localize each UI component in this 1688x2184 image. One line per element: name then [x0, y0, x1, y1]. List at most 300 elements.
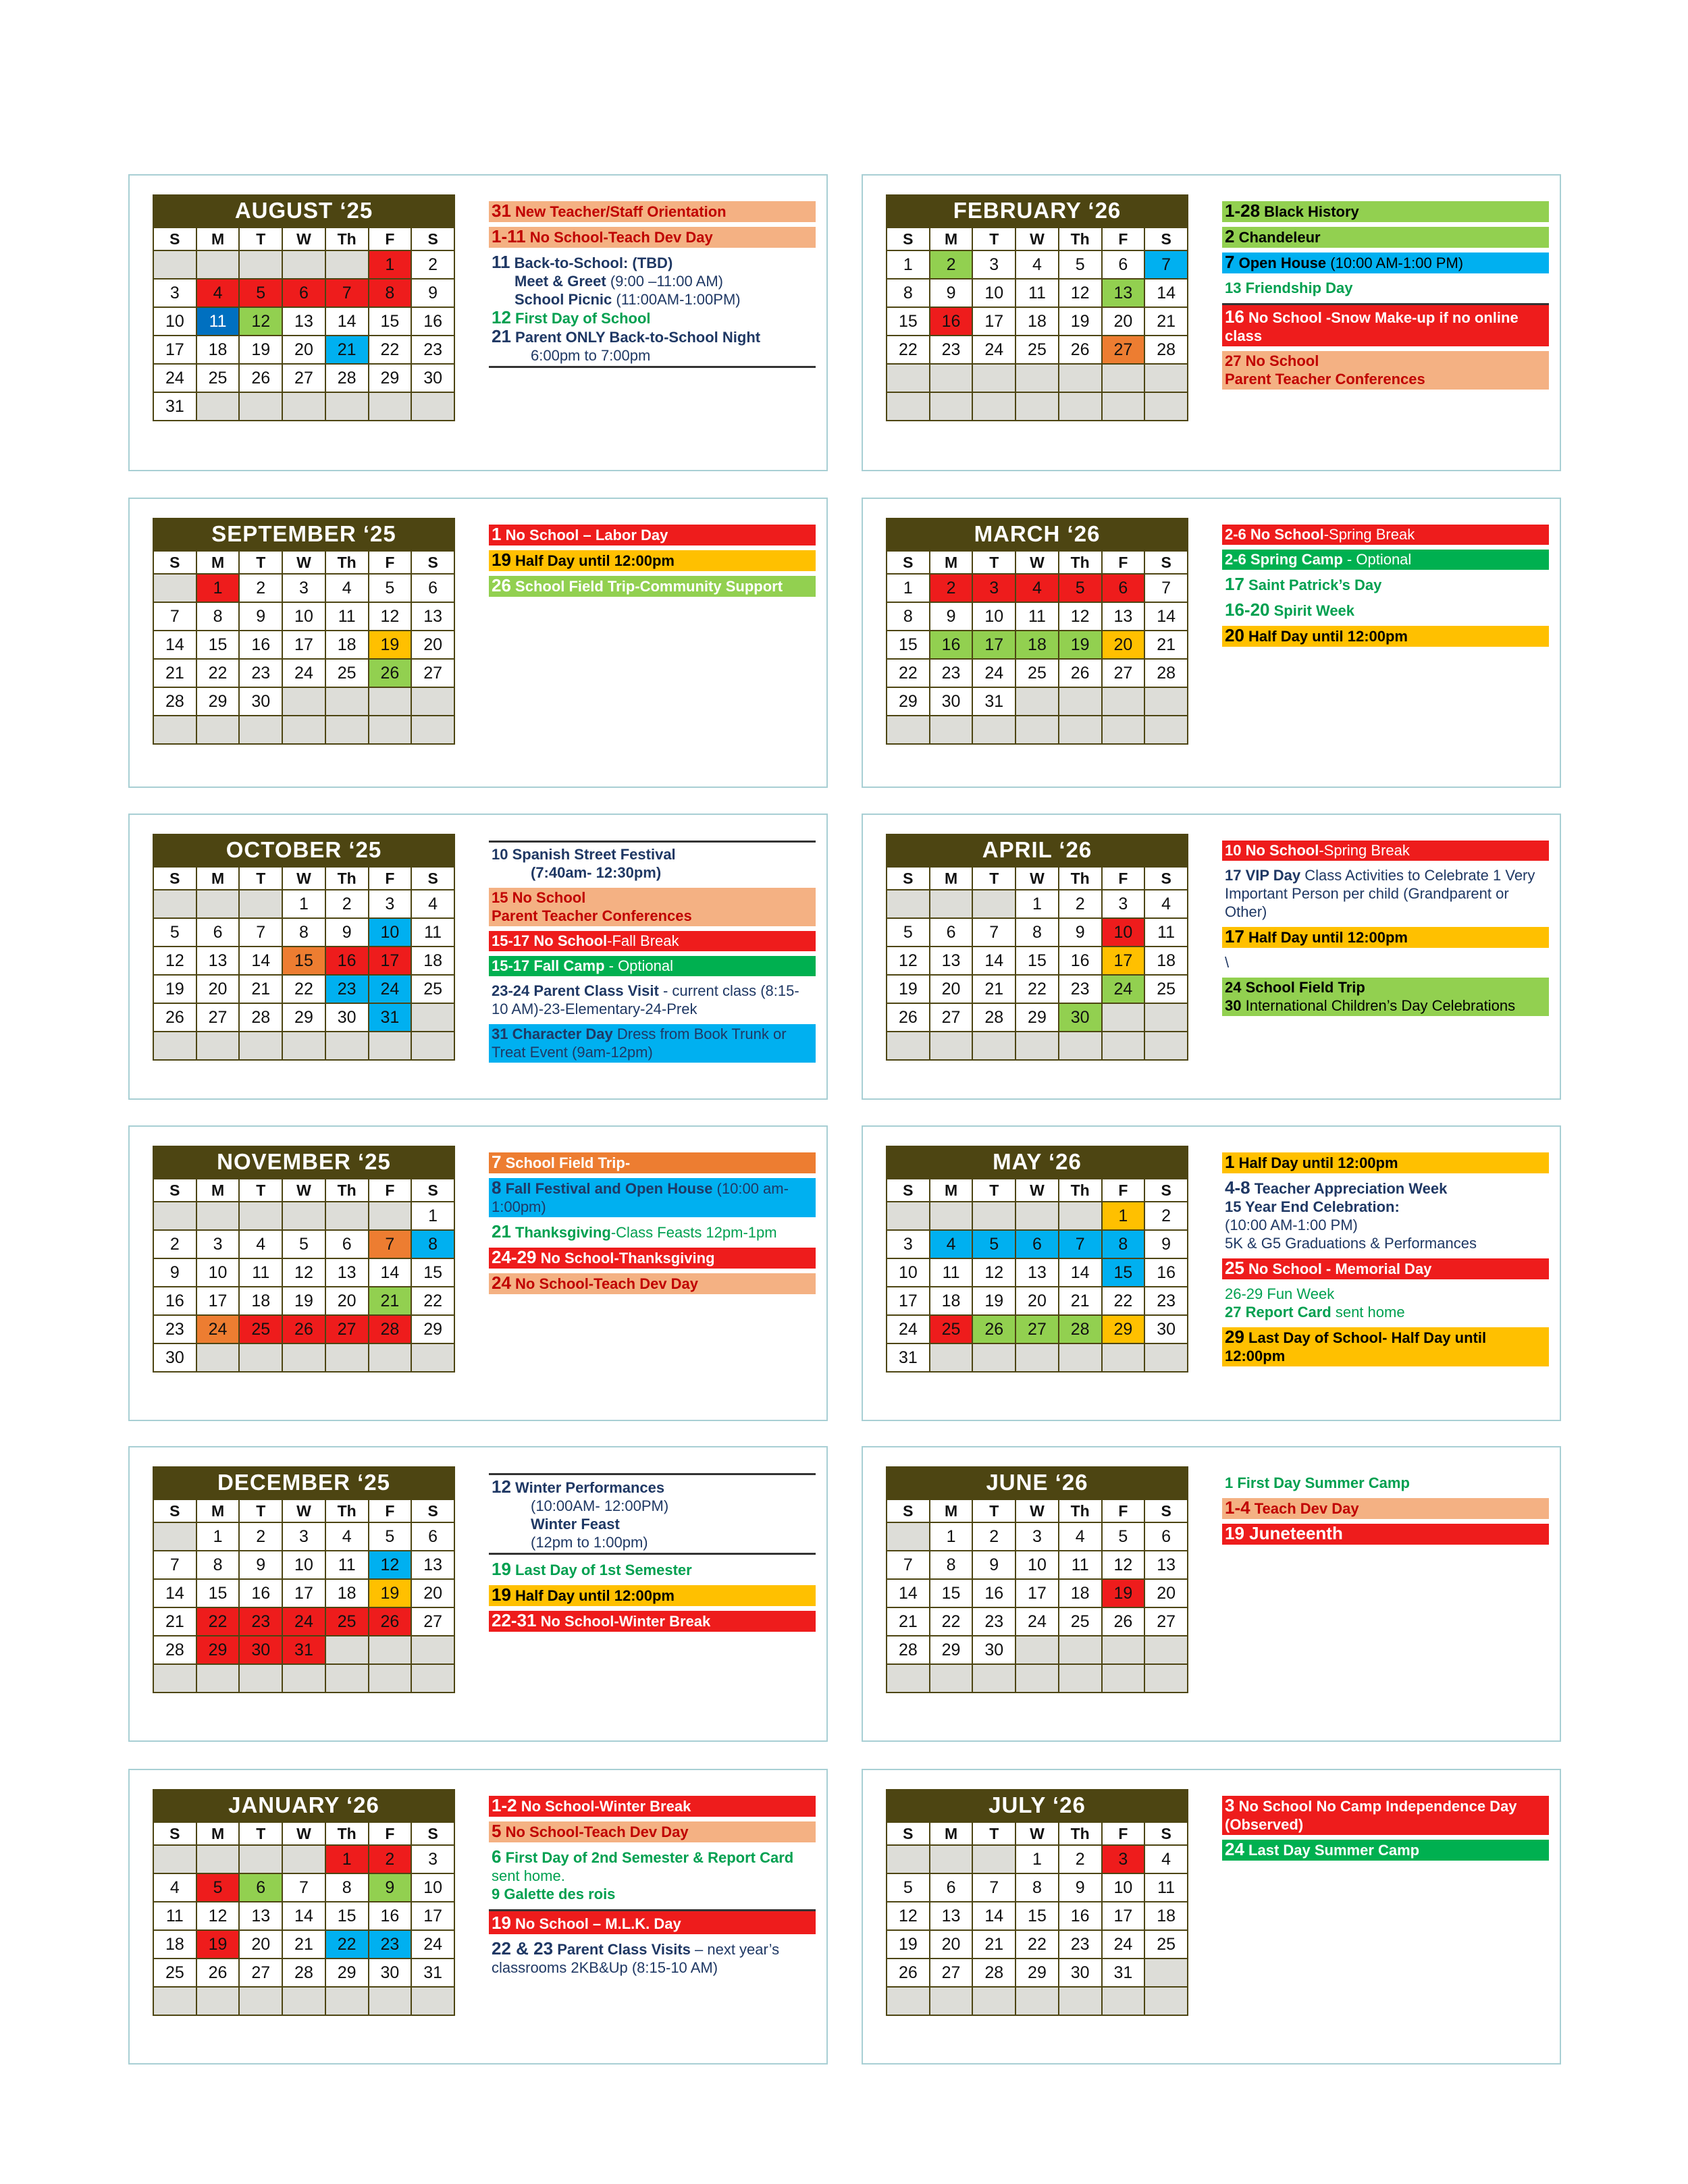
day-cell: 25: [411, 975, 454, 1003]
day-cell: 28: [1059, 1315, 1102, 1343]
weekday-header: Th: [325, 1822, 369, 1845]
weekday-header: S: [153, 228, 196, 250]
empty-cell: [1016, 1343, 1059, 1372]
weekday-header: T: [239, 1499, 282, 1522]
empty-cell: [1144, 716, 1188, 744]
day-cell: 23: [369, 1930, 412, 1959]
day-cell: 24: [1102, 975, 1145, 1003]
day-cell: 16: [325, 947, 369, 975]
day-cell: 2: [325, 890, 369, 918]
month-title: MARCH ‘26: [886, 518, 1188, 550]
day-cell: 4: [1144, 1845, 1188, 1873]
day-cell: 21: [1144, 307, 1188, 336]
empty-cell: [239, 1987, 282, 2015]
day-cell: 19: [1102, 1579, 1145, 1607]
day-cell: 13: [930, 947, 973, 975]
day-cell: 8: [411, 1230, 454, 1258]
empty-cell: [930, 1845, 973, 1873]
event-list: [1222, 1796, 1549, 1865]
day-cell: 19: [1059, 631, 1102, 659]
weekday-header: S: [411, 1822, 454, 1845]
empty-cell: [239, 1343, 282, 1372]
day-cell: 28: [153, 1636, 196, 1664]
day-cell: 16: [153, 1287, 196, 1315]
day-cell: 22: [369, 336, 412, 364]
empty-cell: [239, 1202, 282, 1230]
day-cell: 11: [1144, 918, 1188, 947]
day-cell: 29: [887, 687, 930, 716]
empty-cell: [887, 890, 930, 918]
day-cell: 5: [1059, 574, 1102, 602]
day-cell: 23: [153, 1315, 196, 1343]
day-cell: 16: [239, 1579, 282, 1607]
day-cell: 7: [239, 918, 282, 947]
day-cell: 21: [1144, 631, 1188, 659]
day-cell: 24: [1102, 1930, 1145, 1959]
empty-cell: [1144, 1959, 1188, 1987]
month-calendar: [153, 834, 455, 1061]
month-title: AUGUST ‘25: [153, 194, 455, 227]
day-cell: 19: [887, 975, 930, 1003]
day-cell: 6: [325, 1230, 369, 1258]
day-cell: 21: [239, 975, 282, 1003]
empty-cell: [239, 250, 282, 279]
empty-cell: [411, 1987, 454, 2015]
event-item: 6 First Day of 2nd Semester & Report Card sent home. 9 Galette des rois: [492, 1846, 794, 1902]
day-cell: 12: [887, 947, 930, 975]
day-cell: 22: [1102, 1287, 1145, 1315]
day-cell: 19: [887, 1930, 930, 1959]
day-cell: 1: [887, 250, 930, 279]
empty-cell: [196, 250, 240, 279]
weekday-header: S: [153, 1822, 196, 1845]
day-cell: 12: [972, 1258, 1016, 1287]
day-cell: 26: [887, 1959, 930, 1987]
empty-cell: [1059, 392, 1102, 421]
day-cell: 29: [369, 364, 412, 392]
day-cell: 5: [887, 918, 930, 947]
day-cell: 14: [1059, 1258, 1102, 1287]
day-cell: 12: [369, 1551, 412, 1579]
empty-cell: [153, 1845, 196, 1873]
day-cell: 9: [1144, 1230, 1188, 1258]
empty-cell: [325, 1032, 369, 1060]
day-cell: 19: [239, 336, 282, 364]
weekday-header: F: [1102, 1179, 1145, 1202]
event-item: 19 No School – M.L.K. Day: [489, 1909, 816, 1934]
day-cell: 8: [887, 279, 930, 307]
day-cell: 3: [411, 1845, 454, 1873]
day-cell: 11: [196, 307, 240, 336]
day-cell: 4: [411, 890, 454, 918]
empty-cell: [369, 1987, 412, 2015]
weekday-header: S: [411, 551, 454, 574]
event-item: 19 Last Day of 1st Semester: [492, 1559, 692, 1579]
day-cell: 7: [282, 1873, 325, 1902]
day-cell: 5: [369, 1522, 412, 1551]
month-panel-apr: [862, 814, 1561, 1100]
day-cell: 28: [153, 687, 196, 716]
day-cell: 10: [1016, 1551, 1059, 1579]
event-item: 1 No School – Labor Day: [489, 525, 816, 545]
day-cell: 30: [325, 1003, 369, 1032]
day-cell: 18: [196, 336, 240, 364]
day-cell: 14: [153, 631, 196, 659]
weekday-header: F: [1102, 1822, 1145, 1845]
day-cell: 12: [239, 307, 282, 336]
month-title: MAY ‘26: [886, 1146, 1188, 1178]
weekday-header: M: [930, 551, 973, 574]
empty-cell: [1144, 687, 1188, 716]
day-cell: 7: [1144, 250, 1188, 279]
day-cell: 24: [887, 1315, 930, 1343]
empty-cell: [1016, 687, 1059, 716]
month-panel-dec: [128, 1446, 828, 1742]
day-cell: 13: [325, 1258, 369, 1287]
day-cell: 10: [411, 1873, 454, 1902]
day-cell: 8: [1016, 1873, 1059, 1902]
empty-cell: [887, 716, 930, 744]
month-title: DECEMBER ‘25: [153, 1466, 455, 1499]
month-title: FEBRUARY ‘26: [886, 194, 1188, 227]
empty-cell: [972, 364, 1016, 392]
day-cell: 26: [196, 1959, 240, 1987]
weekday-header: W: [1016, 1822, 1059, 1845]
day-cell: 22: [1016, 1930, 1059, 1959]
event-item: 8 Fall Festival and Open House (10:00 am-1:00pm): [489, 1178, 816, 1217]
day-cell: 4: [196, 279, 240, 307]
day-cell: 29: [325, 1959, 369, 1987]
day-cell: 2: [972, 1522, 1016, 1551]
empty-cell: [887, 1522, 930, 1551]
event-item: 22-31 No School-Winter Break: [489, 1611, 816, 1632]
day-cell: 26: [1059, 336, 1102, 364]
day-cell: 30: [239, 1636, 282, 1664]
day-cell: 19: [196, 1930, 240, 1959]
empty-cell: [1102, 1003, 1145, 1032]
weekday-header: W: [1016, 1499, 1059, 1522]
day-cell: 3: [369, 890, 412, 918]
empty-cell: [1059, 716, 1102, 744]
day-cell: 1: [369, 250, 412, 279]
day-cell: 30: [972, 1636, 1016, 1664]
day-cell: 8: [325, 1873, 369, 1902]
day-cell: 15: [196, 631, 240, 659]
day-cell: 26: [239, 364, 282, 392]
weekday-header: S: [1144, 1822, 1188, 1845]
event-item: 12 Winter Performances (10:00AM- 12:00PM) Winter Feast (12pm to 1:00pm): [489, 1473, 816, 1555]
day-cell: 21: [153, 659, 196, 687]
day-cell: 11: [1144, 1873, 1188, 1902]
weekday-header: F: [369, 1822, 412, 1845]
empty-cell: [930, 1202, 973, 1230]
day-cell: 18: [325, 631, 369, 659]
empty-cell: [1144, 1664, 1188, 1693]
empty-cell: [153, 1032, 196, 1060]
empty-cell: [972, 1032, 1016, 1060]
day-cell: 19: [369, 1579, 412, 1607]
day-cell: 28: [1144, 659, 1188, 687]
event-item: 1-28 Black History: [1222, 201, 1549, 222]
month-calendar: [153, 194, 455, 421]
event-item: 24 Last Day Summer Camp: [1222, 1840, 1549, 1861]
weekday-header: M: [196, 228, 240, 250]
event-item: 1 Half Day until 12:00pm: [1222, 1152, 1549, 1173]
day-cell: 20: [1016, 1287, 1059, 1315]
day-cell: 27: [239, 1959, 282, 1987]
day-cell: 25: [153, 1959, 196, 1987]
event-item: 17 Half Day until 12:00pm: [1222, 927, 1549, 948]
day-cell: 20: [239, 1930, 282, 1959]
day-cell: 15: [411, 1258, 454, 1287]
empty-cell: [239, 1032, 282, 1060]
day-cell: 18: [1059, 1579, 1102, 1607]
day-cell: 20: [196, 975, 240, 1003]
empty-cell: [282, 1202, 325, 1230]
empty-cell: [325, 1987, 369, 2015]
event-item: 15 No School Parent Teacher Conferences: [489, 888, 816, 926]
day-cell: 22: [887, 659, 930, 687]
event-item: 31 New Teacher/Staff Orientation: [489, 201, 816, 222]
day-cell: 26: [153, 1003, 196, 1032]
day-cell: 24: [153, 364, 196, 392]
day-cell: 11: [325, 602, 369, 631]
event-item: 2 Chandeleur: [1222, 227, 1549, 248]
day-cell: 27: [1102, 336, 1145, 364]
weekday-header: T: [239, 1822, 282, 1845]
day-cell: 11: [1016, 279, 1059, 307]
day-cell: 22: [1016, 975, 1059, 1003]
day-cell: 6: [282, 279, 325, 307]
day-cell: 20: [1144, 1579, 1188, 1607]
empty-cell: [1102, 364, 1145, 392]
weekday-header: S: [411, 228, 454, 250]
day-cell: 13: [1102, 279, 1145, 307]
day-cell: 1: [196, 1522, 240, 1551]
empty-cell: [153, 716, 196, 744]
empty-cell: [930, 364, 973, 392]
day-cell: 11: [930, 1258, 973, 1287]
empty-cell: [887, 1987, 930, 2015]
day-cell: 6: [239, 1873, 282, 1902]
day-cell: 14: [887, 1579, 930, 1607]
day-cell: 7: [153, 602, 196, 631]
event-item: 15-17 No School-Fall Break: [489, 931, 816, 951]
empty-cell: [239, 1845, 282, 1873]
empty-cell: [282, 1664, 325, 1693]
empty-cell: [1102, 716, 1145, 744]
weekday-header: W: [282, 1822, 325, 1845]
day-cell: 23: [1059, 975, 1102, 1003]
day-cell: 18: [1016, 307, 1059, 336]
day-cell: 11: [325, 1551, 369, 1579]
day-cell: 24: [196, 1315, 240, 1343]
weekday-header: S: [887, 1499, 930, 1522]
day-cell: 3: [196, 1230, 240, 1258]
day-cell: 20: [325, 1287, 369, 1315]
event-item: 1 First Day Summer Camp: [1225, 1474, 1410, 1491]
day-cell: 25: [325, 659, 369, 687]
month-title: JANUARY ‘26: [153, 1789, 455, 1821]
weekday-header: T: [239, 551, 282, 574]
day-cell: 14: [972, 1902, 1016, 1930]
event-item: 2-6 No School-Spring Break: [1222, 525, 1549, 545]
day-cell: 19: [1059, 307, 1102, 336]
day-cell: 21: [369, 1287, 412, 1315]
event-list: [1222, 1473, 1549, 1549]
day-cell: 10: [369, 918, 412, 947]
day-cell: 13: [1016, 1258, 1059, 1287]
day-cell: 4: [1059, 1522, 1102, 1551]
day-cell: 9: [972, 1551, 1016, 1579]
event-item: 15-17 Fall Camp - Optional: [489, 956, 816, 976]
day-cell: 11: [411, 918, 454, 947]
day-cell: 22: [411, 1287, 454, 1315]
weekday-header: Th: [1059, 551, 1102, 574]
empty-cell: [1016, 1664, 1059, 1693]
empty-cell: [153, 890, 196, 918]
day-cell: 2: [153, 1230, 196, 1258]
day-cell: 23: [239, 659, 282, 687]
day-cell: 4: [1016, 250, 1059, 279]
weekday-header: T: [972, 228, 1016, 250]
month-panel-jul: [862, 1769, 1561, 2065]
day-cell: 15: [325, 1902, 369, 1930]
day-cell: 14: [153, 1579, 196, 1607]
day-cell: 17: [1016, 1579, 1059, 1607]
empty-cell: [411, 1032, 454, 1060]
day-cell: 27: [411, 659, 454, 687]
weekday-header: F: [369, 867, 412, 890]
weekday-header: S: [1144, 1179, 1188, 1202]
day-cell: 21: [1059, 1287, 1102, 1315]
day-cell: 7: [1144, 574, 1188, 602]
day-cell: 8: [887, 602, 930, 631]
empty-cell: [1059, 1987, 1102, 2015]
day-cell: 17: [972, 631, 1016, 659]
day-cell: 24: [1016, 1607, 1059, 1636]
empty-cell: [196, 1343, 240, 1372]
weekday-header: T: [972, 1822, 1016, 1845]
day-cell: 31: [972, 687, 1016, 716]
empty-cell: [369, 1343, 412, 1372]
day-cell: 1: [1102, 1202, 1145, 1230]
empty-cell: [930, 1343, 973, 1372]
weekday-header: F: [1102, 1499, 1145, 1522]
day-cell: 12: [1059, 279, 1102, 307]
day-cell: 8: [1016, 918, 1059, 947]
day-cell: 14: [1144, 602, 1188, 631]
day-cell: 5: [1059, 250, 1102, 279]
day-cell: 8: [369, 279, 412, 307]
weekday-header: Th: [1059, 1822, 1102, 1845]
day-cell: 3: [972, 250, 1016, 279]
day-cell: 12: [1102, 1551, 1145, 1579]
event-item: 24 No School-Teach Dev Day: [489, 1273, 816, 1294]
event-item: 11 Back-to-School: (TBD) Meet & Greet (9:00 –11:00 AM) School Picnic (11:00AM-1:00PM) 12 First Day of School 21 Parent ONLY Back-to-School Night 6:00pm to 7:00pm: [489, 252, 816, 368]
day-cell: 9: [1059, 1873, 1102, 1902]
day-cell: 18: [153, 1930, 196, 1959]
empty-cell: [196, 890, 240, 918]
weekday-header: W: [1016, 1179, 1059, 1202]
empty-cell: [1016, 1032, 1059, 1060]
day-cell: 4: [1144, 890, 1188, 918]
day-cell: 31: [369, 1003, 412, 1032]
day-cell: 28: [887, 1636, 930, 1664]
empty-cell: [930, 392, 973, 421]
month-panel-sep: [128, 498, 828, 788]
day-cell: 9: [930, 602, 973, 631]
weekday-header: M: [196, 1822, 240, 1845]
empty-cell: [282, 250, 325, 279]
day-cell: 3: [1102, 1845, 1145, 1873]
weekday-header: S: [887, 867, 930, 890]
month-panel-mar: [862, 498, 1561, 788]
day-cell: 9: [239, 1551, 282, 1579]
day-cell: 1: [282, 890, 325, 918]
day-cell: 9: [239, 602, 282, 631]
day-cell: 5: [196, 1873, 240, 1902]
empty-cell: [369, 1636, 412, 1664]
day-cell: 26: [282, 1315, 325, 1343]
day-cell: 21: [282, 1930, 325, 1959]
day-cell: 4: [1016, 574, 1059, 602]
month-panel-jun: [862, 1446, 1561, 1742]
weekday-header: M: [930, 1499, 973, 1522]
day-cell: 16: [369, 1902, 412, 1930]
event-list: [489, 1473, 816, 1636]
weekday-header: M: [196, 1499, 240, 1522]
day-cell: 24: [369, 975, 412, 1003]
empty-cell: [1102, 392, 1145, 421]
day-cell: 22: [887, 336, 930, 364]
day-cell: 30: [1059, 1003, 1102, 1032]
day-cell: 3: [153, 279, 196, 307]
day-cell: 25: [1144, 1930, 1188, 1959]
day-cell: 28: [972, 1959, 1016, 1987]
month-panel-aug: [128, 174, 828, 471]
day-cell: 1: [196, 574, 240, 602]
empty-cell: [239, 890, 282, 918]
day-cell: 30: [153, 1343, 196, 1372]
day-cell: 31: [887, 1343, 930, 1372]
day-cell: 1: [411, 1202, 454, 1230]
day-cell: 16: [411, 307, 454, 336]
event-list: [489, 841, 816, 1067]
weekday-header: S: [887, 228, 930, 250]
empty-cell: [196, 1664, 240, 1693]
day-cell: 18: [1144, 947, 1188, 975]
event-item: 7 School Field Trip-: [489, 1152, 816, 1173]
day-cell: 2: [239, 1522, 282, 1551]
empty-cell: [1144, 1032, 1188, 1060]
weekday-header: S: [887, 1822, 930, 1845]
event-item: 2-6 Spring Camp - Optional: [1222, 550, 1549, 570]
day-cell: 15: [887, 631, 930, 659]
empty-cell: [282, 716, 325, 744]
day-cell: 19: [153, 975, 196, 1003]
day-cell: 17: [1102, 1902, 1145, 1930]
day-cell: 9: [153, 1258, 196, 1287]
day-cell: 6: [1016, 1230, 1059, 1258]
empty-cell: [411, 392, 454, 421]
day-cell: 26: [1102, 1607, 1145, 1636]
day-cell: 18: [239, 1287, 282, 1315]
weekday-header: F: [1102, 551, 1145, 574]
empty-cell: [239, 1664, 282, 1693]
day-cell: 27: [930, 1959, 973, 1987]
weekday-header: T: [239, 228, 282, 250]
